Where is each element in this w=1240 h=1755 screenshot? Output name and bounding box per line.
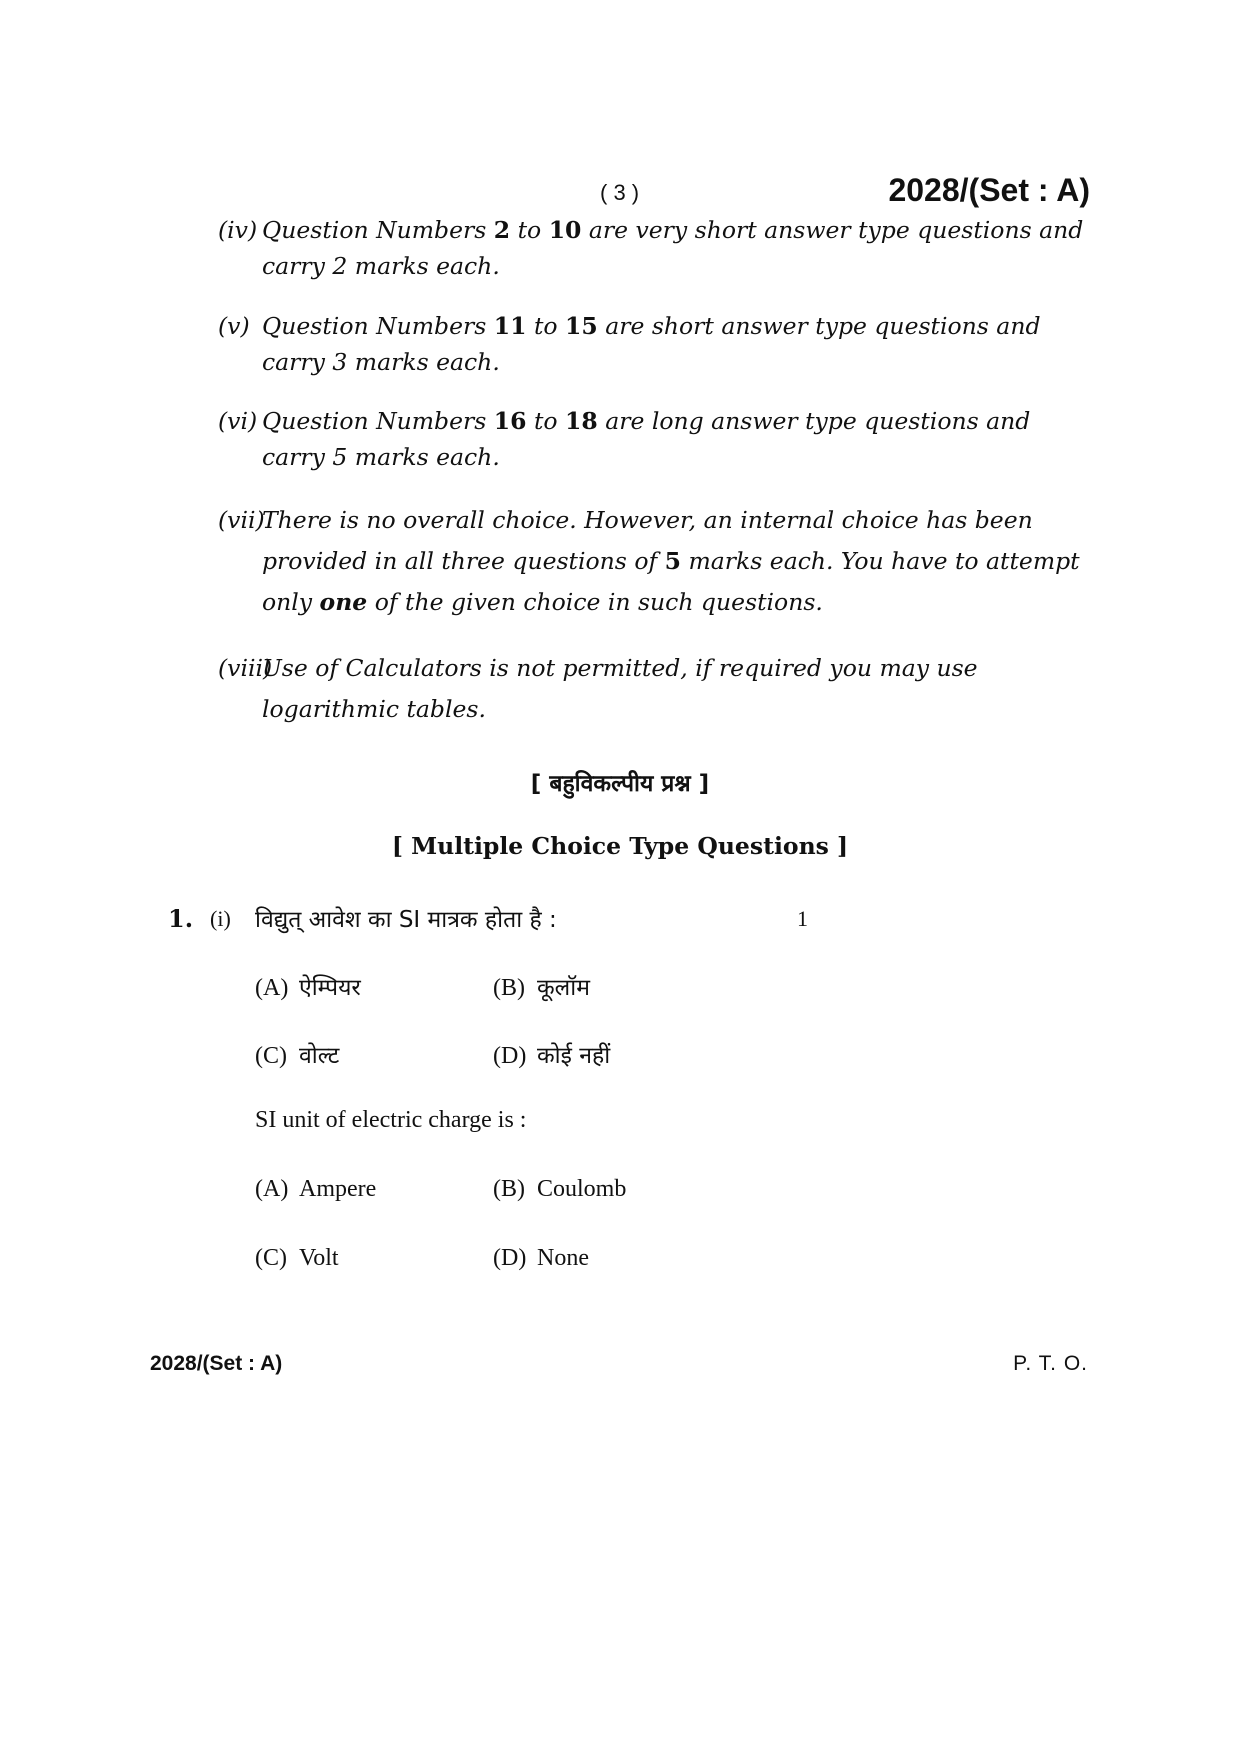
instruction-continuation: carry 5 marks each. — [262, 443, 500, 471]
option-hindi-a: (A) ऐम्पियर — [255, 975, 361, 1001]
instruction-continuation: logarithmic tables. — [262, 695, 486, 723]
instruction-viii — [218, 648, 1094, 730]
option-hindi-b: (B) कूलॉम — [493, 975, 590, 1001]
instruction-number: (vii) — [218, 506, 265, 534]
instruction-line: There is no overall choice. However, an internal choice has been — [262, 506, 1033, 534]
option-english-d: (D) None — [493, 1245, 589, 1271]
instruction-line: Question Numbers 11 to 15 are short answer type questions and — [262, 312, 1041, 340]
section-heading-hindi: [ बहुविकल्पीय प्रश्न ] — [530, 771, 710, 797]
paper-code-footer: 2028/(Set : A) — [150, 1352, 283, 1375]
instruction-continuation: carry 2 marks each. — [262, 252, 500, 280]
option-hindi-c: (C) वोल्ट — [255, 1043, 340, 1069]
instruction-number: (vi) — [218, 407, 258, 435]
option-hindi-d: (D) कोई नहीं — [493, 1043, 611, 1069]
question-text-hindi: विद्युत् आवेश का SI मात्रक होता है : — [255, 907, 557, 933]
instruction-line: Question Numbers 16 to 18 are long answer type questions and — [262, 407, 1031, 435]
instruction-iv — [218, 212, 1094, 284]
instruction-vii — [218, 500, 1094, 623]
question-sub-number: (i) — [210, 906, 231, 931]
instruction-number: (iv) — [218, 216, 258, 244]
instruction-line: Use of Calculators is not permitted, if required you may use — [262, 654, 978, 682]
page-number: ( 3 ) — [600, 180, 640, 205]
instruction-number: (viii) — [218, 654, 273, 682]
instruction-number: (v) — [218, 312, 250, 340]
please-turn-over: P. T. O. — [1013, 1352, 1088, 1375]
question-marks: 1 — [797, 906, 808, 931]
instruction-line: provided in all three questions of 5 marks each. You have to attempt — [262, 547, 1080, 575]
instruction-line: Question Numbers 2 to 10 are very short answer type questions and — [262, 216, 1084, 244]
option-english-c: (C) Volt — [255, 1245, 339, 1271]
instruction-v — [218, 308, 1094, 380]
paper-code-header: 2028/(Set : A) — [888, 172, 1090, 208]
instruction-continuation: carry 3 marks each. — [262, 348, 500, 376]
instruction-line: only one of the given choice in such questions. — [262, 588, 823, 616]
option-english-a: (A) Ampere — [255, 1176, 377, 1202]
instruction-vi — [218, 403, 1094, 475]
option-english-b: (B) Coulomb — [493, 1176, 627, 1202]
section-heading-english: [ Multiple Choice Type Questions ] — [391, 832, 849, 860]
question-text-english: SI unit of electric charge is : — [255, 1107, 527, 1133]
question-number: 1. — [168, 904, 194, 933]
